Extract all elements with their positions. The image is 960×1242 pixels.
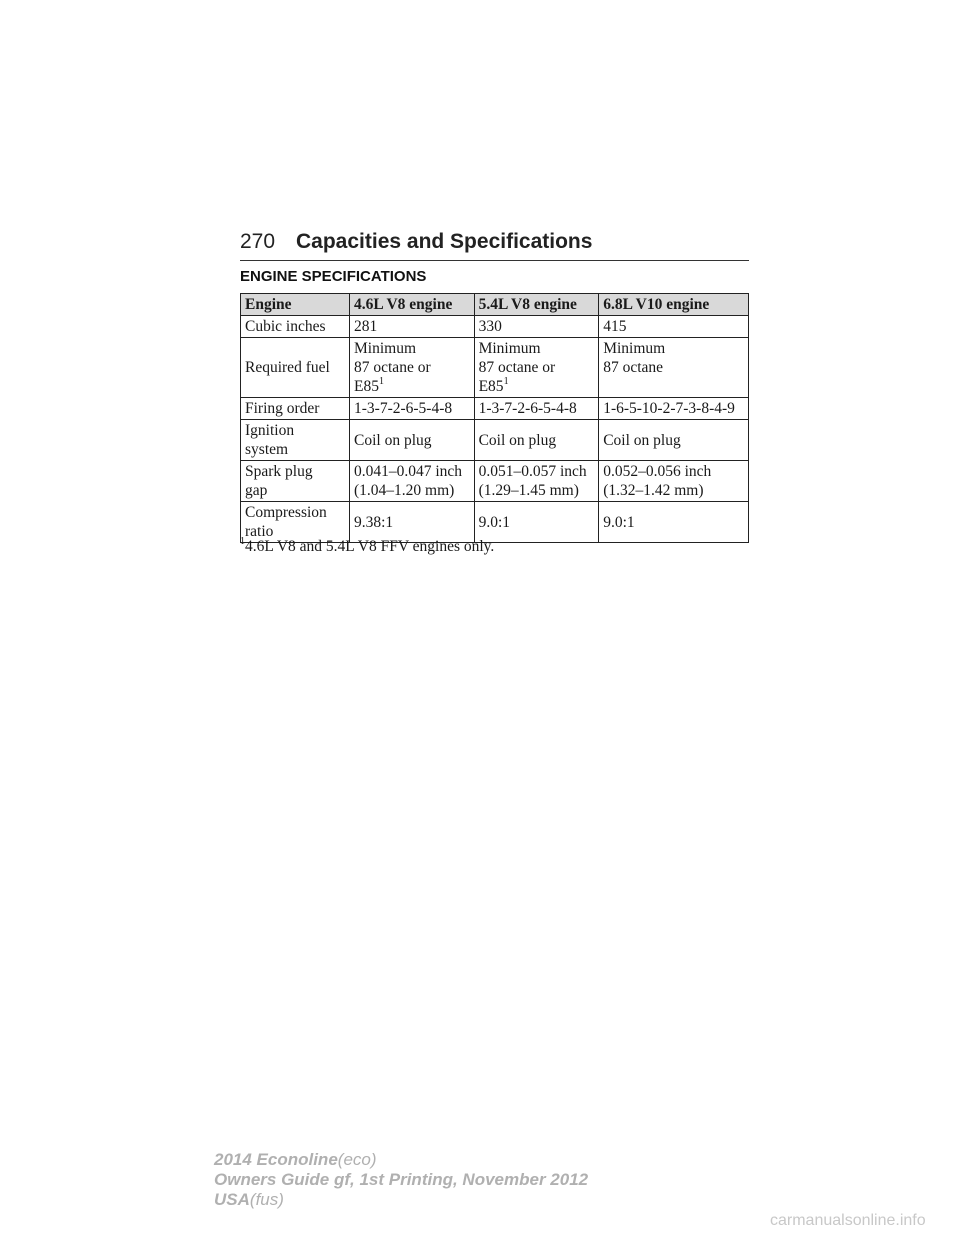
row-label — [241, 502, 350, 543]
table-header-row — [241, 294, 749, 316]
cell-line: Minimum — [354, 340, 417, 357]
page-number: 270 — [240, 230, 276, 253]
section-heading: ENGINE SPECIFICATIONS — [240, 268, 427, 285]
footer-model-code: (eco) — [337, 1150, 377, 1169]
footer-line: Owners Guide gf, 1st Printing, November 2012 — [214, 1170, 589, 1189]
page-header — [240, 230, 749, 261]
footnote-text: 4.6L V8 and 5.4L V8 FFV engines only. — [245, 538, 495, 555]
table-cell: 9.38:1 — [350, 502, 475, 543]
label-line: Compression — [245, 504, 327, 521]
table-cell: 1-6-5-10-2-7-3-8-4-9 — [599, 398, 749, 420]
table-cell: Coil on plug — [350, 420, 475, 461]
table-cell — [350, 338, 475, 398]
document-footer — [214, 1150, 588, 1210]
table-cell — [599, 461, 749, 502]
table-cell: 1-3-7-2-6-5-4-8 — [474, 398, 599, 420]
table-cell: 281 — [350, 316, 475, 338]
table-cell: 415 — [599, 316, 749, 338]
label-line: ratio — [245, 523, 274, 540]
cell-line: 0.052–0.056 inch — [603, 463, 712, 480]
row-label: Required fuel — [241, 338, 350, 398]
column-header: Engine — [241, 294, 350, 316]
row-label — [241, 461, 350, 502]
table-cell: Coil on plug — [474, 420, 599, 461]
footnote-marker: 1 — [240, 535, 245, 547]
cell-line: (1.32–1.42 mm) — [603, 482, 704, 499]
chapter-title: Capacities and Specifications — [296, 230, 593, 253]
column-header: 5.4L V8 engine — [474, 294, 599, 316]
footnote-marker: 1 — [378, 375, 384, 387]
table-cell — [474, 461, 599, 502]
table-cell — [474, 338, 599, 398]
cell-line: 87 octane — [603, 359, 664, 376]
table-row-ignition-system — [241, 420, 749, 461]
footer-market-code: (fus) — [249, 1190, 284, 1209]
engine-specifications-table — [240, 293, 749, 543]
table-cell — [599, 338, 749, 398]
cell-line: Minimum — [478, 340, 541, 357]
table-cell: 1-3-7-2-6-5-4-8 — [350, 398, 475, 420]
table-cell: Coil on plug — [599, 420, 749, 461]
cell-line: E85 — [354, 378, 379, 395]
label-line: Spark plug — [245, 463, 313, 480]
cell-line: (1.04–1.20 mm) — [354, 482, 455, 499]
table-row-firing-order — [241, 398, 749, 420]
table-cell: 9.0:1 — [474, 502, 599, 543]
table-row-cubic-inches — [241, 316, 749, 338]
footnote — [240, 535, 495, 556]
cell-line: (1.29–1.45 mm) — [478, 482, 579, 499]
column-header: 6.8L V10 engine — [599, 294, 749, 316]
label-line: gap — [245, 482, 268, 499]
footer-line — [214, 1150, 588, 1170]
table-cell — [350, 461, 475, 502]
cell-line: 87 octane or — [354, 359, 431, 376]
table-row-required-fuel — [241, 338, 749, 398]
watermark-text: carmanualsonline.info — [770, 1212, 926, 1229]
footer-model: 2014 Econoline — [214, 1150, 338, 1169]
column-header: 4.6L V8 engine — [350, 294, 475, 316]
label-line: Ignition — [245, 422, 295, 439]
footer-line — [214, 1190, 588, 1210]
row-label: Cubic inches — [241, 316, 350, 338]
cell-line: 87 octane or — [478, 359, 556, 376]
cell-line: Minimum — [603, 340, 666, 357]
footer-market: USA — [214, 1190, 250, 1209]
cell-line: 0.051–0.057 inch — [478, 463, 587, 480]
cell-line: 0.041–0.047 inch — [354, 463, 463, 480]
row-label — [241, 420, 350, 461]
cell-line: E85 — [478, 378, 504, 395]
table-cell: 330 — [474, 316, 599, 338]
table-row-spark-plug-gap — [241, 461, 749, 502]
table-row-compression-ratio — [241, 502, 749, 543]
table-cell: 9.0:1 — [599, 502, 749, 543]
label-line: system — [245, 441, 289, 458]
row-label: Firing order — [241, 398, 350, 420]
footnote-marker: 1 — [503, 375, 509, 387]
